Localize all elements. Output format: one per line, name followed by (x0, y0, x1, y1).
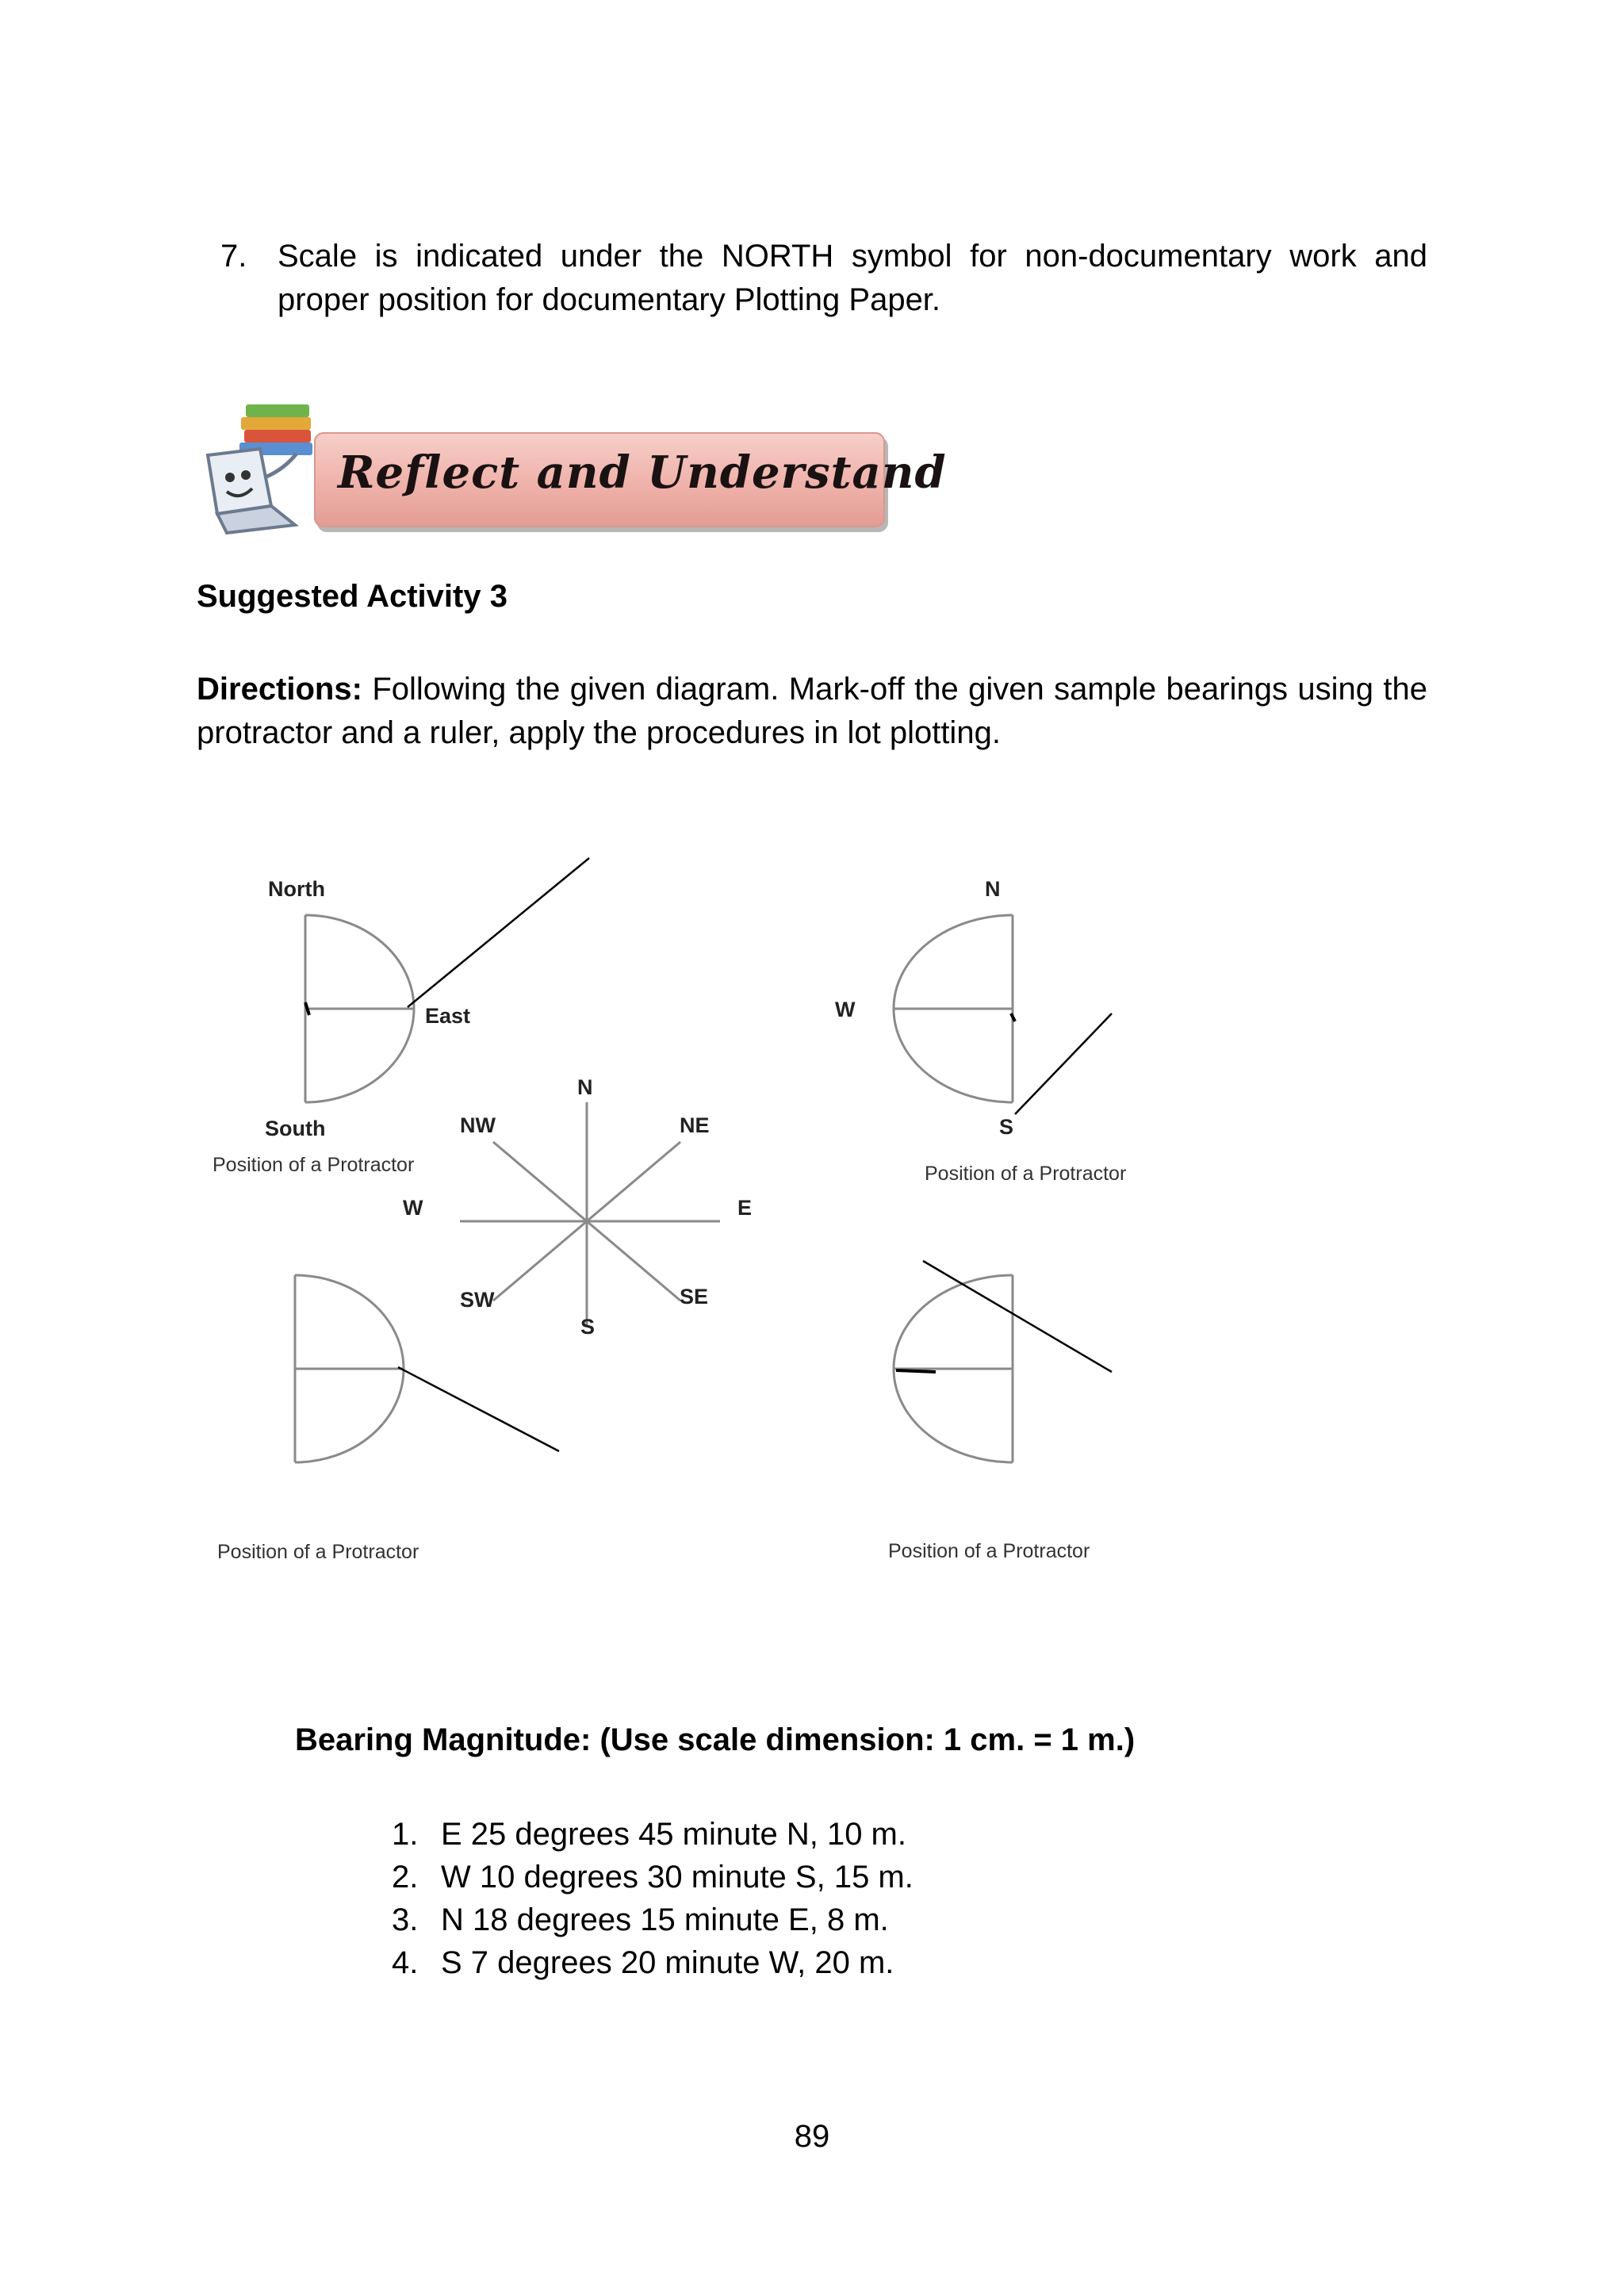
list-item (392, 1813, 914, 1856)
bearing-line-4 (923, 1261, 1112, 1372)
banner-bar (314, 432, 947, 527)
list-text: W 10 degrees 30 minute S, 15 m. (441, 1860, 914, 1895)
protractor-3 (295, 1275, 404, 1462)
bearing-line-3 (398, 1367, 559, 1451)
protractor-3-caption: Position of a Protractor (217, 1541, 419, 1563)
list-item (392, 1898, 914, 1941)
page-number: 89 (794, 2119, 830, 2154)
directions-paragraph (197, 668, 1427, 755)
list-item (392, 1941, 914, 1984)
protractor-1 (305, 915, 414, 1102)
list-number: 3. (392, 1902, 419, 1937)
list-text: S 7 degrees 20 minute W, 20 m. (441, 1945, 894, 1980)
list-text: N 18 degrees 15 minute E, 8 m. (441, 1902, 889, 1937)
books-laptop-icon (195, 398, 330, 537)
list-number: 1. (392, 1817, 419, 1852)
list-number: 4. (392, 1945, 419, 1980)
compass-e-label: E (737, 1196, 753, 1220)
directions-label: Directions: (197, 672, 362, 707)
list-text: E 25 degrees 45 minute N, 10 m. (441, 1817, 906, 1852)
list-number: 7. (220, 239, 247, 274)
bearing-list (392, 1813, 914, 1984)
protractor-2-s-label: S (999, 1115, 1014, 1139)
protractor-2-w-label: W (835, 998, 856, 1021)
compass-n-label: N (577, 1075, 593, 1099)
compass-sw-label: SW (460, 1288, 495, 1312)
protractor-2-caption: Position of a Protractor (925, 1163, 1127, 1185)
bearing-line-1 (408, 858, 589, 1007)
list-item (392, 1856, 914, 1898)
activity-heading: Suggested Activity 3 (197, 579, 508, 614)
list-number: 2. (392, 1860, 419, 1895)
protractor-1-south-label: South (265, 1117, 326, 1140)
bearing-title: Bearing Magnitude: (Use scale dimension: 1 cm. = 1 m.) (295, 1722, 1136, 1757)
protractor-2 (894, 915, 1013, 1102)
directions-text: Following the given diagram. Mark-off the given sample bearings using the protractor and a ruler, apply the procedures in lot plotting. (197, 672, 1427, 750)
compass-se-label: SE (680, 1285, 709, 1308)
protractor-1-caption: Position of a Protractor (213, 1154, 415, 1176)
compass-s-label: S (580, 1315, 596, 1339)
compass-w-label: W (403, 1196, 423, 1220)
bearing-line-2 (1015, 1013, 1112, 1114)
protractor-diagram (190, 833, 1221, 1598)
protractor-1-east-label: East (425, 1004, 471, 1028)
protractor-2-n-label: N (985, 877, 1001, 901)
protractor-1-north-label: North (268, 877, 325, 901)
compass-nw-label: NW (460, 1113, 496, 1137)
compass-ne-label: NE (680, 1113, 710, 1137)
section-banner (195, 398, 947, 537)
protractor-4-caption: Position of a Protractor (888, 1540, 1090, 1562)
banner-title: Reflect and Understand (338, 446, 947, 499)
protractor-diagram-svg (190, 833, 1221, 1594)
list-text: Scale is indicated under the NORTH symbol for non-documentary work and proper position for documentary Plotting Paper. (278, 239, 1427, 317)
